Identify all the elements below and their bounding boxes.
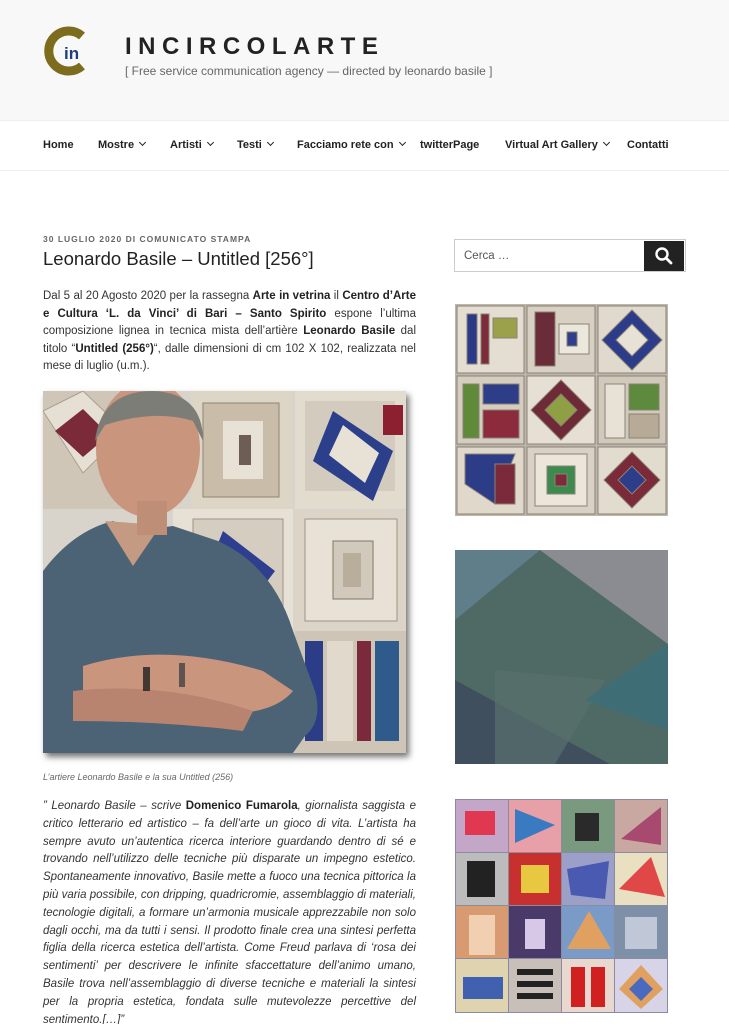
bold-text: Domenico Fumarola — [185, 800, 298, 812]
post-intro — [43, 288, 416, 376]
photo-caption: L’artiere Leonardo Basile e la sua Untitled (256) — [43, 772, 234, 782]
nav-label: Virtual Art Gallery — [505, 139, 598, 151]
text-run: ” Leonardo Basile – scrive — [43, 800, 186, 812]
text-run: espone l’ultima composizione lignea in tecnica mista dell’artière — [43, 307, 417, 338]
search-form — [454, 239, 686, 272]
text-run: “, dalle dimensioni di cm 102 X 102, realizzata nel mese di luglio (u.m.). — [43, 342, 416, 373]
post-title: Leonardo Basile – Untitled [256°] — [43, 248, 314, 269]
nav-label: Facciamo rete con — [297, 139, 394, 151]
search-icon — [644, 241, 684, 271]
nav-label: Testi — [237, 139, 262, 151]
bold-text: Untitled (256°) — [75, 342, 154, 355]
nav-item-twitterpage[interactable] — [420, 139, 479, 151]
post-date[interactable]: 30 LUGLIO 2020 — [43, 234, 123, 244]
chevron-down-icon — [267, 139, 274, 146]
text-run: dal titolo “ — [43, 325, 417, 355]
nav-label: Mostre — [98, 139, 135, 151]
chevron-down-icon — [139, 139, 146, 146]
nav-item-virtual-gallery[interactable] — [505, 139, 609, 151]
nav-label: twitterPage — [420, 139, 480, 151]
nav-label: Contatti — [627, 139, 669, 151]
bold-text: Arte in vetrina — [252, 290, 331, 302]
nav-item-contatti[interactable] — [627, 139, 669, 151]
bold-text: Centro d’Arte e Cultura ‘L. da Vinci’ di Bari – Santo Spirito — [43, 290, 417, 320]
chevron-down-icon — [399, 139, 406, 146]
nav-label: Artisti — [170, 139, 202, 151]
nav-label: Home — [43, 139, 74, 151]
bold-text: Leonardo Basile — [303, 325, 396, 338]
nav-item-home[interactable] — [43, 139, 74, 151]
nav-item-testi[interactable] — [237, 139, 273, 151]
artist-photo — [43, 391, 406, 753]
post-author[interactable]: COMUNICATO STAMPA — [139, 234, 252, 244]
site-description: [ Free service communication agency — directed by leonardo basile ] — [125, 64, 493, 78]
site-logo[interactable] — [44, 26, 94, 76]
sidebar-artwork-grid-1[interactable] — [455, 304, 668, 516]
text-run: , giornalista saggista e critico letterario ed artistico – fa dell’arte un gioco di vita. L’artista ha sempre avuto un’autentica ricerca interiore guardando dentro di sé e trovando nell’utilizzo delle tecniche più disparate un impegno estetico. Spontaneamente innovativo, Basile mette a fuoco una tecnica pittorica la più varia possibile, con dripping, quadricromie, assemblaggio di materiali, tecnologie digitali, a formare un’armonia musicale apprezzabile non solo dagli occhi, ma da tutti i sensi. Il prodotto finale crea una sintesi perfetta figlia della ricerca estetica dell’artista. Come Freud parlava di ‘rosa dei sentimenti’ per descrivere le infinite sfaccettature dell’animo umano, Basile trova nell’assemblaggio di diverse tecniche e materiali la sintesi per la propria estetica, fondata sulle mutevolezze percettive del sentimento.[…]” — [43, 800, 416, 1024]
nav-item-mostre[interactable] — [98, 139, 145, 151]
post-meta — [43, 234, 251, 244]
site-header — [0, 0, 729, 120]
search-button[interactable] — [644, 241, 684, 271]
nav-item-artisti[interactable] — [170, 139, 213, 151]
post-quote — [43, 798, 416, 1024]
main-navigation — [0, 120, 729, 171]
text-run: Dal 5 al 20 Agosto 2020 per la rassegna — [43, 290, 253, 302]
sidebar-artwork-abstract[interactable] — [455, 550, 668, 764]
post-by: DI — [125, 234, 137, 244]
text-run: il — [330, 290, 343, 302]
sidebar-artwork-grid-2[interactable] — [455, 799, 668, 1013]
chevron-down-icon — [603, 139, 610, 146]
svg-text:in: in — [64, 44, 80, 63]
site-title[interactable]: INCIRCOLARTE — [125, 33, 385, 60]
chevron-down-icon — [207, 139, 214, 146]
nav-item-facciamo-rete[interactable] — [297, 139, 405, 151]
search-input[interactable] — [455, 240, 644, 271]
